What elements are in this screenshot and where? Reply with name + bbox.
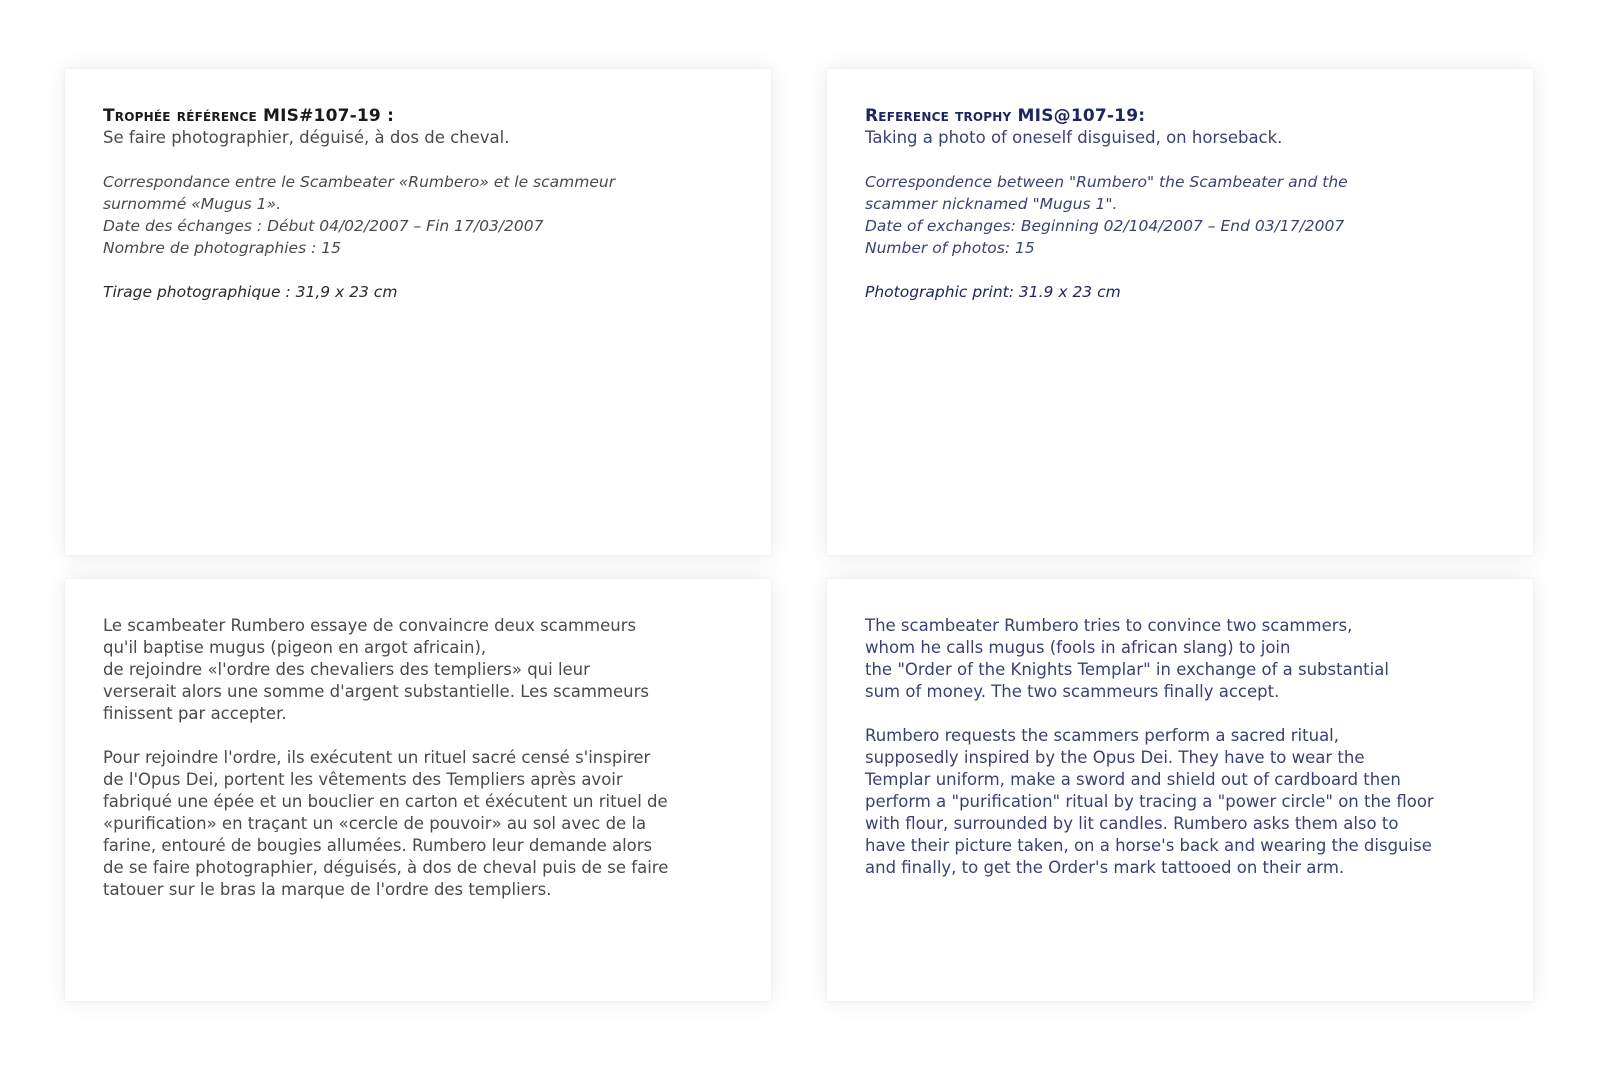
paragraph-line: with flour, surrounded by lit candles. Rumbero asks them also to [865, 814, 1399, 833]
paragraph-line: sum of money. The two scammeurs finally accept. [865, 682, 1280, 701]
paragraph-line: have their picture taken, on a horse's back and wearing the disguise [865, 836, 1432, 855]
details-line: Number of photos: 15 [865, 239, 1035, 257]
paragraph-line: perform a "purification" ritual by tracing a "power circle" on the floor [865, 792, 1434, 811]
paragraph-line: and finally, to get the Order's mark tattooed on their arm. [865, 858, 1345, 877]
description-paragraph [865, 725, 1495, 879]
details-line: Date of exchanges: Beginning 02/104/2007 – End 03/17/2007 [865, 217, 1345, 235]
details-line: surnommé «Mugus 1». [103, 195, 282, 213]
trophy-subtitle-en: Taking a photo of oneself disguised, on horseback. [865, 128, 1283, 147]
details-line: Nombre de photographies : 15 [103, 239, 341, 257]
description-card-french [65, 579, 771, 1001]
paragraph-line: The scambeater Rumbero tries to convince two scammers, [865, 616, 1353, 635]
paragraph-line: Rumbero requests the scammers perform a sacred ritual, [865, 726, 1340, 745]
label-card-french [65, 69, 771, 555]
trophy-subtitle-fr: Se faire photographier, déguisé, à dos de cheval. [103, 128, 510, 147]
label-card-english [827, 69, 1533, 555]
paragraph-line: supposedly inspired by the Opus Dei. They have to wear the [865, 748, 1365, 767]
description-paragraph [865, 615, 1495, 703]
paragraph-line: de se faire photographier, déguisés, à dos de cheval puis de se faire [103, 858, 669, 877]
paragraph-line: verserait alors une somme d'argent substantielle. Les scammeurs [103, 682, 649, 701]
paragraph-line: finissent par accepter. [103, 704, 287, 723]
details-line: Correspondence between "Rumbero" the Scambeater and the [865, 173, 1348, 191]
description-paragraph [103, 747, 733, 901]
description-paragraph [103, 615, 733, 725]
trophy-heading-fr: Trophée référence MIS#107-19 : [103, 106, 395, 126]
details-line: scammer nicknamed "Mugus 1". [865, 195, 1118, 213]
description-card-english [827, 579, 1533, 1001]
paragraph-line: fabriqué une épée et un bouclier en carton et éxécutent un rituel de [103, 792, 668, 811]
paragraph-line: tatouer sur le bras la marque de l'ordre des templiers. [103, 880, 552, 899]
paragraph-line: the "Order of the Knights Templar" in exchange of a substantial [865, 660, 1389, 679]
paragraph-line: Pour rejoindre l'ordre, ils exécutent un rituel sacré censé s'inspirer [103, 748, 651, 767]
paragraph-line: whom he calls mugus (fools in african slang) to join [865, 638, 1291, 657]
paragraph-line: Templar uniform, make a sword and shield out of cardboard then [865, 770, 1401, 789]
paragraph-line: de rejoindre «l'ordre des chevaliers des templiers» qui leur [103, 660, 590, 679]
print-size-fr: Tirage photographique : 31,9 x 23 cm [103, 283, 398, 301]
details-line: Correspondance entre le Scambeater «Rumbero» et le scammeur [103, 173, 616, 191]
details-line: Date des échanges : Début 04/02/2007 – Fin 17/03/2007 [103, 217, 544, 235]
trophy-heading-en: Reference trophy MIS@107-19: [865, 106, 1146, 126]
paragraph-line: de l'Opus Dei, portent les vêtements des Templiers après avoir [103, 770, 623, 789]
print-size-en: Photographic print: 31.9 x 23 cm [865, 283, 1121, 301]
paragraph-line: Le scambeater Rumbero essaye de convaincre deux scammeurs [103, 616, 637, 635]
paragraph-line: qu'il baptise mugus (pigeon en argot africain), [103, 638, 487, 657]
paragraph-line: farine, entouré de bougies allumées. Rumbero leur demande alors [103, 836, 653, 855]
paragraph-line: «purification» en traçant un «cercle de pouvoir» au sol avec de la [103, 814, 647, 833]
